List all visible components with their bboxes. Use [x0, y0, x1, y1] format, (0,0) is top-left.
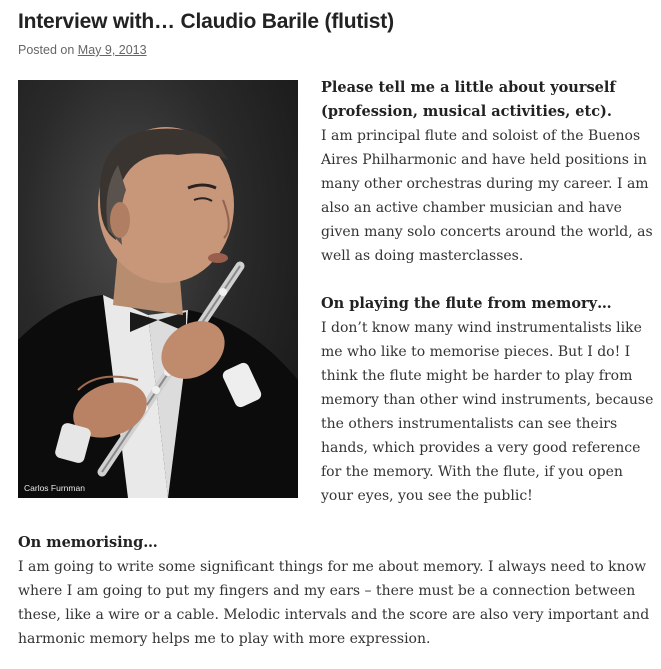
section-memory-playing: [321, 292, 657, 508]
post-meta: [18, 43, 147, 57]
post-date-link[interactable]: May 9, 2013: [77, 43, 147, 57]
post-title: Interview with… Claudio Barile (flutist): [18, 10, 394, 33]
section-body: I am principal flute and soloist of the Buenos Aires Philharmonic and have held positions in many other orchestras during my career. I am also an active chamber musician and have given many solo concerts around the world, as well as doing masterclasses.: [321, 128, 653, 264]
section-body: I don’t know many wind instrumentalists like me who like to memorise pieces. But I do! I think the flute might be harder to play from memory than other wind instruments, because the others instrumentalists can see theirs hands, which provides a very good reference for the memory. With the flute, if you open your eyes, you see the public!: [321, 320, 654, 504]
photo-credit: Carlos Furnman: [24, 483, 85, 493]
section-body: I am going to write some significant things for me about memory. I always need to know where I am going to put my fingers and my ears – there must be a connection between these, like a wire or a cable. Melodic intervals and the score are also very important and harmonic memory helps me to play with more expression.: [18, 559, 650, 647]
flutist-illustration: [18, 80, 298, 498]
section-about: [321, 76, 657, 268]
posted-on-label: Posted on: [18, 43, 75, 57]
section-heading: On memorising…: [18, 534, 158, 551]
flutist-photo: [18, 80, 298, 498]
section-heading: On playing the flute from memory…: [321, 295, 612, 312]
section-memorising: [18, 531, 658, 651]
section-heading: Please tell me a little about yourself (profession, musical activities, etc).: [321, 79, 616, 120]
